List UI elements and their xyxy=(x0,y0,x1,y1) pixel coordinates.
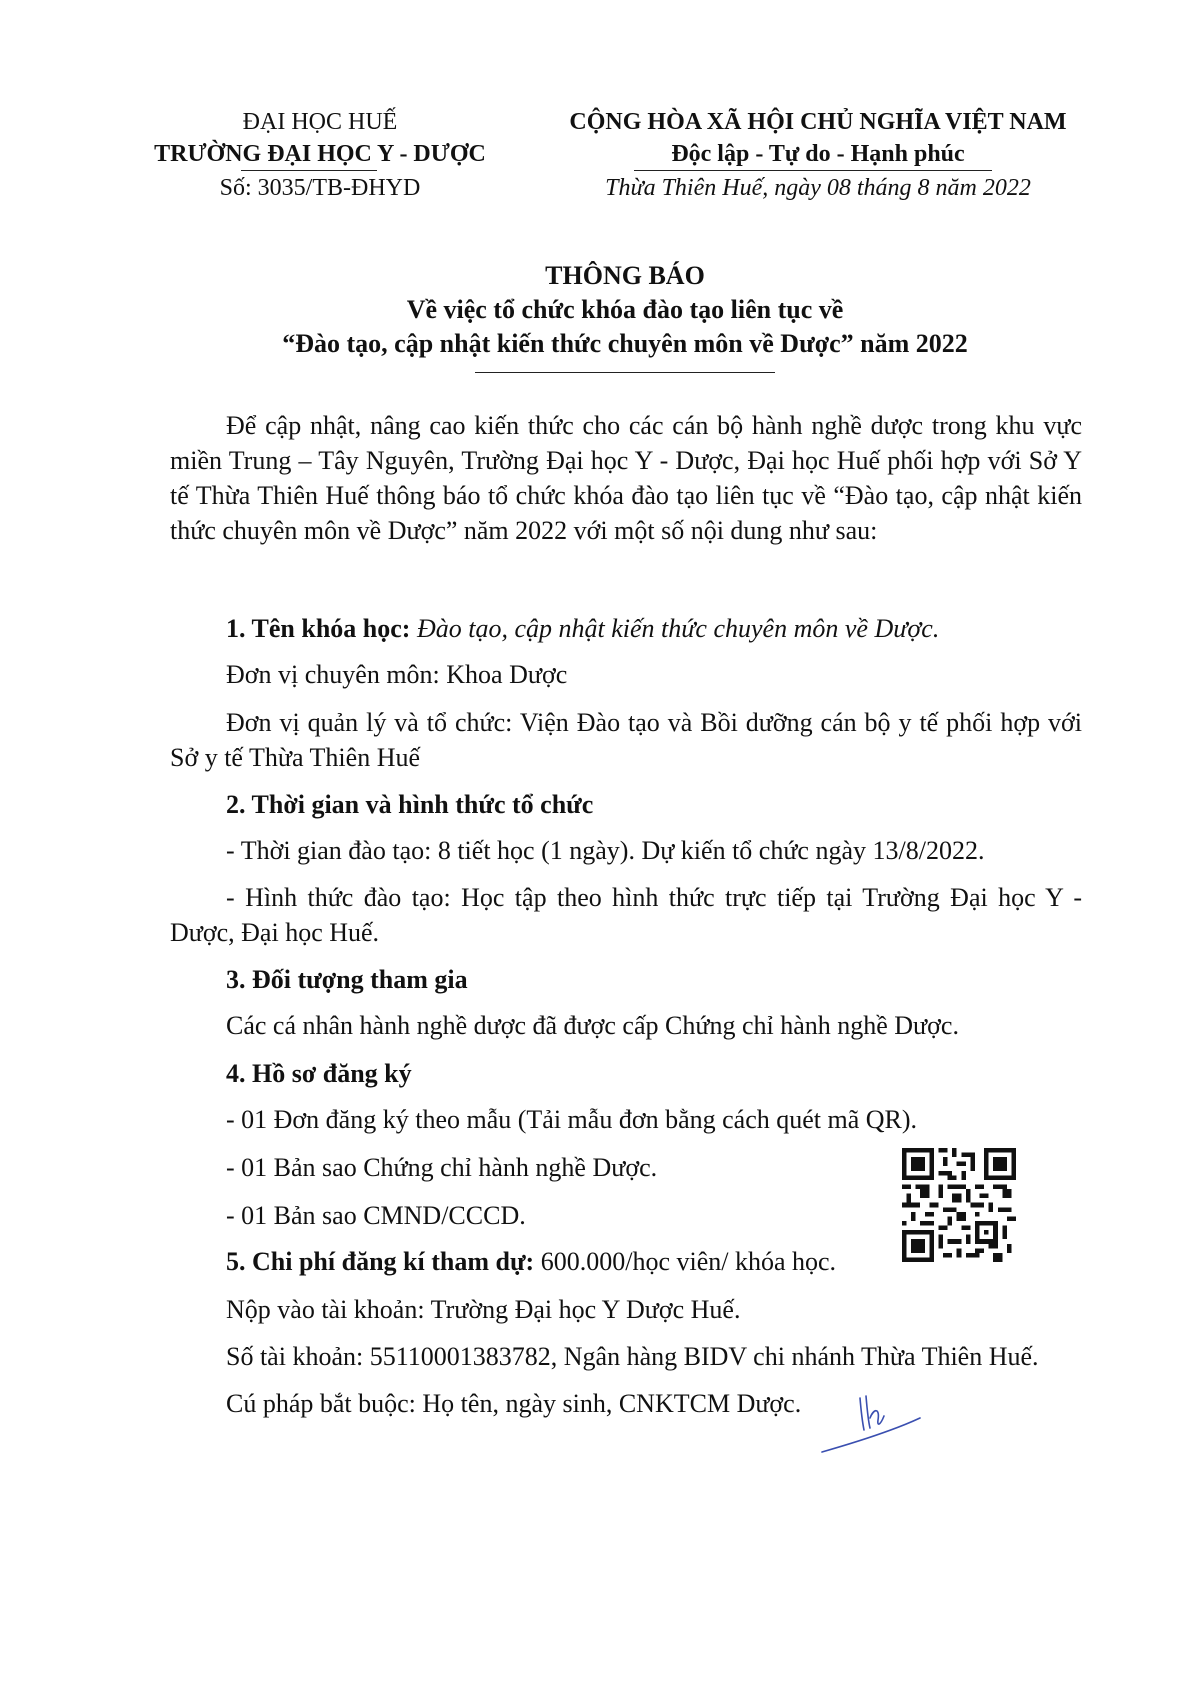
document-number: Số: 3035/TB-ĐHYD xyxy=(219,175,421,201)
place-date: Thừa Thiên Huế, ngày 08 tháng 8 năm 2022 xyxy=(605,175,1031,201)
national-motto: Độc lập - Tự do - Hạnh phúc xyxy=(671,141,965,167)
registration-item: - 01 Bản sao CMND/CCCD. xyxy=(226,1201,526,1230)
account-number: Số tài khoản: 55110001383782, Ngân hàng BIDV chi nhánh Thừa Thiên Huế. xyxy=(226,1342,1039,1371)
section-1-line xyxy=(226,611,939,646)
course-name: Đào tạo, cập nhật kiến thức chuyên môn về Dược. xyxy=(416,614,940,643)
registration-item: - 01 Đơn đăng ký theo mẫu (Tải mẫu đơn bằng cách quét mã QR). xyxy=(226,1105,918,1134)
audience: Các cá nhân hành nghề dược đã được cấp Chứng chỉ hành nghề Dược. xyxy=(226,1011,959,1040)
university-name: ĐẠI HỌC HUẾ xyxy=(242,109,398,135)
school-underline xyxy=(241,170,377,171)
header-right xyxy=(538,106,1098,204)
account-name: Nộp vào tài khoản: Trường Đại học Y Dược Huế. xyxy=(226,1295,741,1324)
registration-item: - 01 Bản sao Chứng chỉ hành nghề Dược. xyxy=(226,1153,658,1182)
organizer-paragraph: Đơn vị quản lý và tổ chức: Viện Đào tạo và Bồi dưỡng cán bộ y tế phối hợp với Sở y tế Thừa Thiên Huế xyxy=(170,708,1082,772)
document-subtitle-2: “Đào tạo, cập nhật kiến thức chuyên môn về Dược” năm 2022 xyxy=(282,329,968,358)
document-title: THÔNG BÁO xyxy=(545,261,705,290)
school-name: TRƯỜNG ĐẠI HỌC Y - DƯỢC xyxy=(154,141,486,167)
section-5-line xyxy=(226,1244,836,1279)
document-subtitle-1: Về việc tổ chức khóa đào tạo liên tục về xyxy=(406,295,844,324)
section-2-heading: 2. Thời gian và hình thức tổ chức xyxy=(226,790,594,819)
motto-underline xyxy=(634,170,992,171)
intro-paragraph: Để cập nhật, nâng cao kiến thức cho các cán bộ hành nghề dược trong khu vực miền Trung – Tây Nguyên, Trường Đại học Y - Dược, Đại học Huế phối hợp với Sở Y tế Thừa Thiên Huế thông báo tổ chức khóa đào tạo liên tục về “Đào tạo, cập nhật kiến thức chuyên môn về Dược” năm 2022 với một số nội dung như sau: xyxy=(170,411,1082,545)
payment-syntax: Cú pháp bắt buộc: Họ tên, ngày sinh, CNKTCM Dược. xyxy=(226,1389,802,1418)
section-1-heading: 1. Tên khóa học: xyxy=(226,614,411,643)
specialist-unit: Đơn vị chuyên môn: Khoa Dược xyxy=(226,660,568,689)
national-title: CỘNG HÒA XÃ HỘI CHỦ NGHĨA VIỆT NAM xyxy=(569,109,1067,135)
signature-initials-icon xyxy=(820,1378,930,1458)
training-time: - Thời gian đào tạo: 8 tiết học (1 ngày). Dự kiến tổ chức ngày 13/8/2022. xyxy=(226,836,985,865)
section-3-heading: 3. Đối tượng tham gia xyxy=(226,965,468,994)
document-title-block xyxy=(150,259,1100,361)
qr-code-icon[interactable] xyxy=(902,1148,1016,1262)
fee-amount: 600.000/học viên/ khóa học. xyxy=(540,1247,837,1276)
section-5-heading: 5. Chi phí đăng kí tham dự: xyxy=(226,1247,535,1276)
title-underline xyxy=(475,372,775,373)
header-left xyxy=(140,106,500,204)
training-format: - Hình thức đào tạo: Học tập theo hình thức trực tiếp tại Trường Đại học Y - Dược, Đại học Huế. xyxy=(170,883,1082,947)
section-4-heading: 4. Hồ sơ đăng ký xyxy=(226,1059,412,1088)
